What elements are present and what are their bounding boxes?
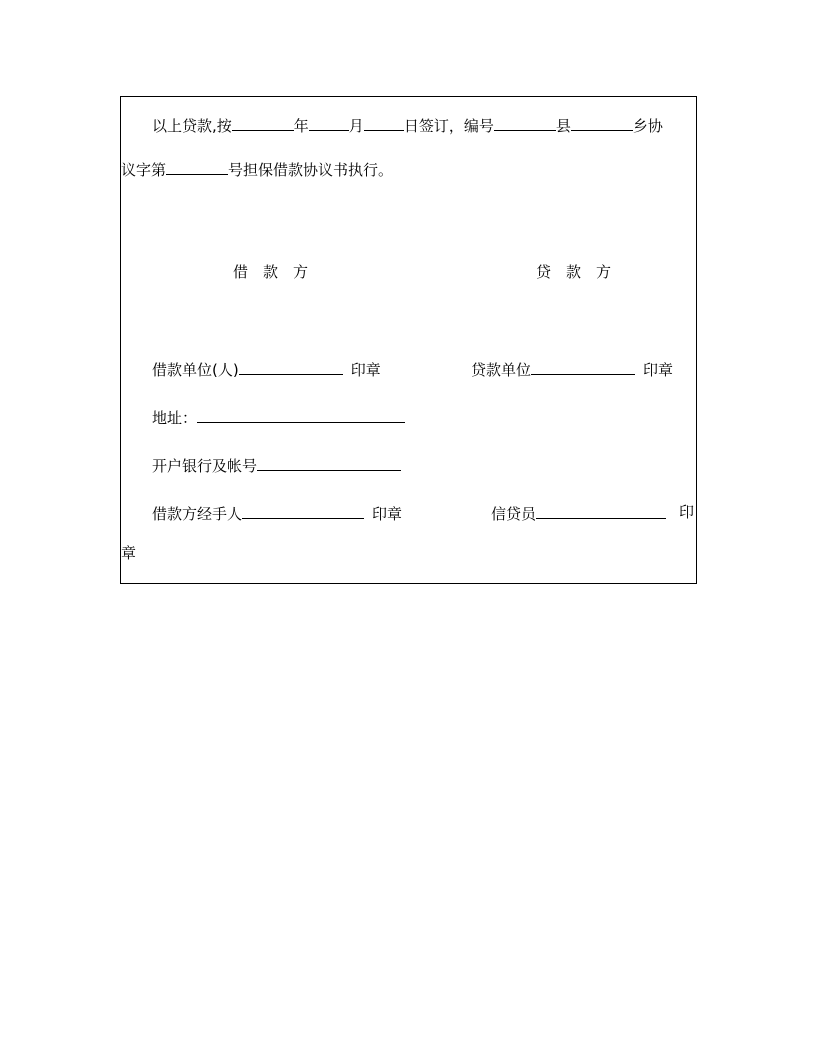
lender-officer-blank[interactable] [536, 502, 666, 519]
lender-unit-row [471, 358, 673, 378]
intro-text-township: 乡协 [632, 117, 663, 135]
lender-unit-seal: 印章 [643, 361, 674, 379]
sign-month-blank[interactable] [309, 114, 349, 131]
borrower-unit-label: 借款单位(人) [152, 361, 239, 379]
sign-day-blank[interactable] [364, 114, 404, 131]
borrower-handler-blank[interactable] [242, 502, 364, 519]
loan-form-box [120, 96, 697, 584]
lender-officer-seal-first: 印 [679, 503, 695, 521]
borrower-bank-label: 开户银行及帐号 [152, 457, 258, 475]
borrower-handler-row [152, 502, 402, 522]
intro-text-month: 月 [348, 117, 364, 135]
lender-title: 贷款方 [536, 263, 627, 281]
lender-officer-row [491, 502, 666, 522]
agreement-number-blank[interactable] [166, 158, 228, 175]
lender-officer-label: 信贷员 [491, 505, 537, 523]
borrower-handler-label: 借款方经手人 [152, 505, 243, 523]
borrower-address-label: 地址： [152, 409, 198, 427]
county-name-blank[interactable] [571, 114, 633, 131]
lender-officer-seal-second: 章 [121, 544, 137, 562]
borrower-unit-seal: 印章 [350, 361, 381, 379]
intro-text-year: 年 [293, 117, 309, 135]
contract-number-blank[interactable] [494, 114, 556, 131]
sign-year-blank[interactable] [232, 114, 294, 131]
intro-text-a: 以上贷款,按 [152, 117, 232, 135]
intro-text-day: 日签订，编号 [403, 117, 494, 135]
intro-text-tail: 号担保借款协议书执行。 [228, 161, 394, 179]
borrower-bank-blank[interactable] [257, 454, 401, 471]
lender-unit-label: 贷款单位 [471, 361, 532, 379]
borrower-unit-row [152, 358, 381, 378]
borrower-address-blank[interactable] [197, 406, 405, 423]
intro-text-agreement: 议字第 [121, 161, 167, 179]
borrower-unit-blank[interactable] [239, 358, 343, 375]
lender-unit-blank[interactable] [531, 358, 635, 375]
intro-line-1 [152, 114, 663, 134]
borrower-bank-row [152, 454, 401, 474]
intro-line-2 [121, 158, 393, 178]
borrower-address-row [152, 406, 405, 426]
borrower-handler-seal: 印章 [372, 505, 403, 523]
borrower-title: 借款方 [233, 263, 324, 281]
intro-text-county: 县 [555, 117, 571, 135]
